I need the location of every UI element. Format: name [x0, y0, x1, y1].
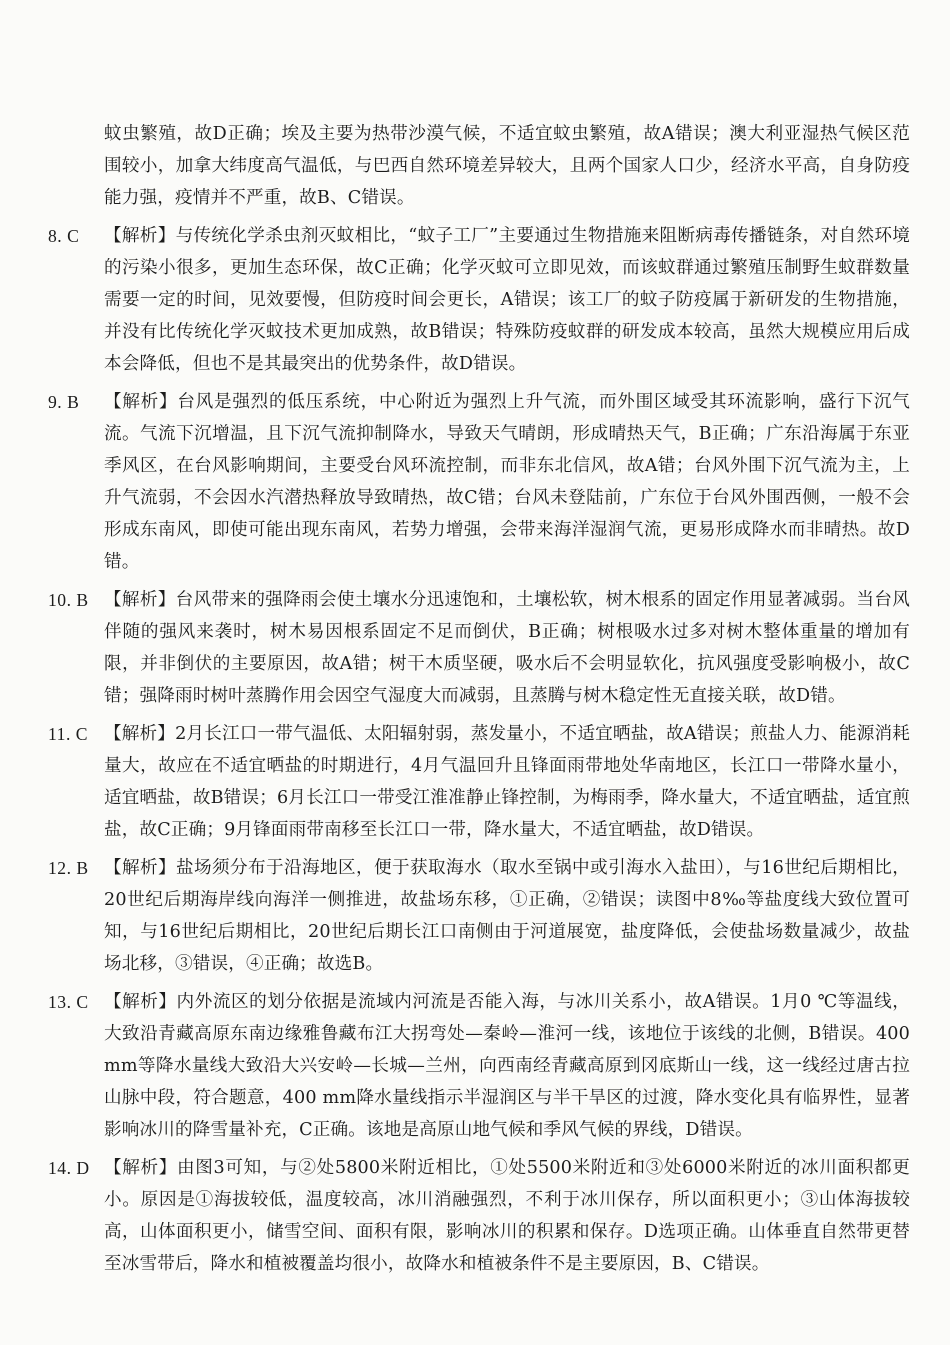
continued-paragraph: 蚊虫繁殖，故D正确；埃及主要为热带沙漠气候，不适宜蚊虫繁殖，故A错误；澳大利亚湿热气候区范围较小，加拿大纬度高气温低，与巴西自然环境差异较大，且两个国家人口少，经济水平高，自身防疫能力强，疫情并不严重，故B、C错误。 — [104, 124, 910, 208]
answer-item-10 — [48, 584, 910, 712]
answer-number: 11. C — [48, 724, 88, 744]
answer-explanation: 【解析】台风是强烈的低压系统，中心附近为强烈上升气流，而外围区域受其环流影响，盛行下沉气流。气流下沉增温，且下沉气流抑制降水，导致天气晴朗，形成晴热天气，B正确；广东沿海属于东亚季风区，在台风影响期间，主要受台风环流控制，而非东北信风，故A错；台风外围下沉气流为主，上升气流弱，不会因水汽潜热释放导致晴热，故C错；台风未登陆前，广东位于台风外围西侧，一般不会形成东南风，即使可能出现东南风，若势力增强，会带来海洋湿润气流，更易形成降水而非晴热。故D错。 — [104, 392, 910, 572]
answer-explanation: 【解析】盐场须分布于沿海地区，便于获取海水（取水至锅中或引海水入盐田），与16世纪后期相比，20世纪后期海岸线向海洋一侧推进，故盐场东移，①正确，②错误；读图中8‰等盐度线大致位置可知，与16世纪后期相比，20世纪后期长江口南侧由于河道展宽，盐度降低，会使盐场数量减少，故盐场北移，③错误，④正确；故选B。 — [104, 858, 910, 974]
answer-explanation: 【解析】内外流区的划分依据是流域内河流是否能入海，与冰川关系小，故A错误。1月0 ℃等温线，大致沿青藏高原东南边缘雅鲁藏布江大拐弯处—秦岭—淮河一线，该地位于该线的北侧，B错误。400 mm等降水量线大致沿大兴安岭—长城—兰州，向西南经青藏高原到冈底斯山一线，这一线经过唐古拉山脉中段，符合题意，400 mm降水量线指示半湿润区与半干旱区的过渡，降水变化具有临界性，显著影响冰川的降雪量补充，C正确。该地是高原山地气候和季风气候的界线，D错误。 — [104, 992, 910, 1140]
answer-explanation: 【解析】由图3可知，与②处5800米附近相比，①处5500米附近和③处6000米附近的冰川面积都更小。原因是①海拔较低，温度较高，冰川消融强烈，不利于冰川保存，所以面积更小；③山体海拔较高，山体面积更小，储雪空间、面积有限，影响冰川的积累和保存。D选项正确。山体垂直自然带更替至冰雪带后，降水和植被覆盖均很小，故降水和植被条件不是主要原因，B、C错误。 — [104, 1158, 910, 1274]
answer-explanation: 【解析】台风带来的强降雨会使土壤水分迅速饱和，土壤松软，树木根系的固定作用显著减弱。当台风伴随的强风来袭时，树木易因根系固定不足而倒伏，B正确；树根吸水过多对树木整体重量的增加有限，并非倒伏的主要原因，故A错；树干木质坚硬，吸水后不会明显软化，抗风强度受影响极小，故C错；强降雨时树叶蒸腾作用会因空气湿度大而减弱，且蒸腾与树木稳定性无直接关联，故D错。 — [104, 590, 910, 706]
answer-number: 10. B — [48, 590, 89, 610]
answer-number: 12. B — [48, 858, 89, 878]
answer-explanation: 【解析】与传统化学杀虫剂灭蚊相比，“蚊子工厂”主要通过生物措施来阻断病毒传播链条，对自然环境的污染小很多，更加生态环保，故C正确；化学灭蚊可立即见效，而该蚊群通过繁殖压制野生蚊群数量需要一定的时间，见效要慢，但防疫时间会更长，A错误；该工厂的蚊子防疫属于新研发的生物措施，并没有比传统化学灭蚊技术更加成熟，故B错误；特殊防疫蚊群的研发成本较高，虽然大规模应用后成本会降低，但也不是其最突出的优势条件，故D错误。 — [104, 226, 910, 374]
answer-item-13 — [48, 986, 910, 1146]
answer-number: 13. C — [48, 992, 89, 1012]
answer-number: 14. D — [48, 1158, 90, 1178]
answer-item-12 — [48, 852, 910, 980]
answer-item-9 — [48, 386, 910, 578]
answer-number: 9. B — [48, 392, 80, 412]
answer-item-8 — [48, 220, 910, 380]
answer-item-14 — [48, 1152, 910, 1280]
answer-explanation: 【解析】2月长江口一带气温低、太阳辐射弱，蒸发量小，不适宜晒盐，故A错误；煎盐人力、能源消耗量大，故应在不适宜晒盐的时期进行，4月气温回升且锋面雨带地处华南地区，长江口一带降水量小，适宜晒盐，故B错误；6月长江口一带受江淮准静止锋控制，为梅雨季，降水量大，不适宜晒盐，适宜煎盐，故C正确；9月锋面雨带南移至长江口一带，降水量大，不适宜晒盐，故D错误。 — [104, 724, 910, 840]
answer-number: 8. C — [48, 226, 80, 246]
answer-item-11 — [48, 718, 910, 846]
